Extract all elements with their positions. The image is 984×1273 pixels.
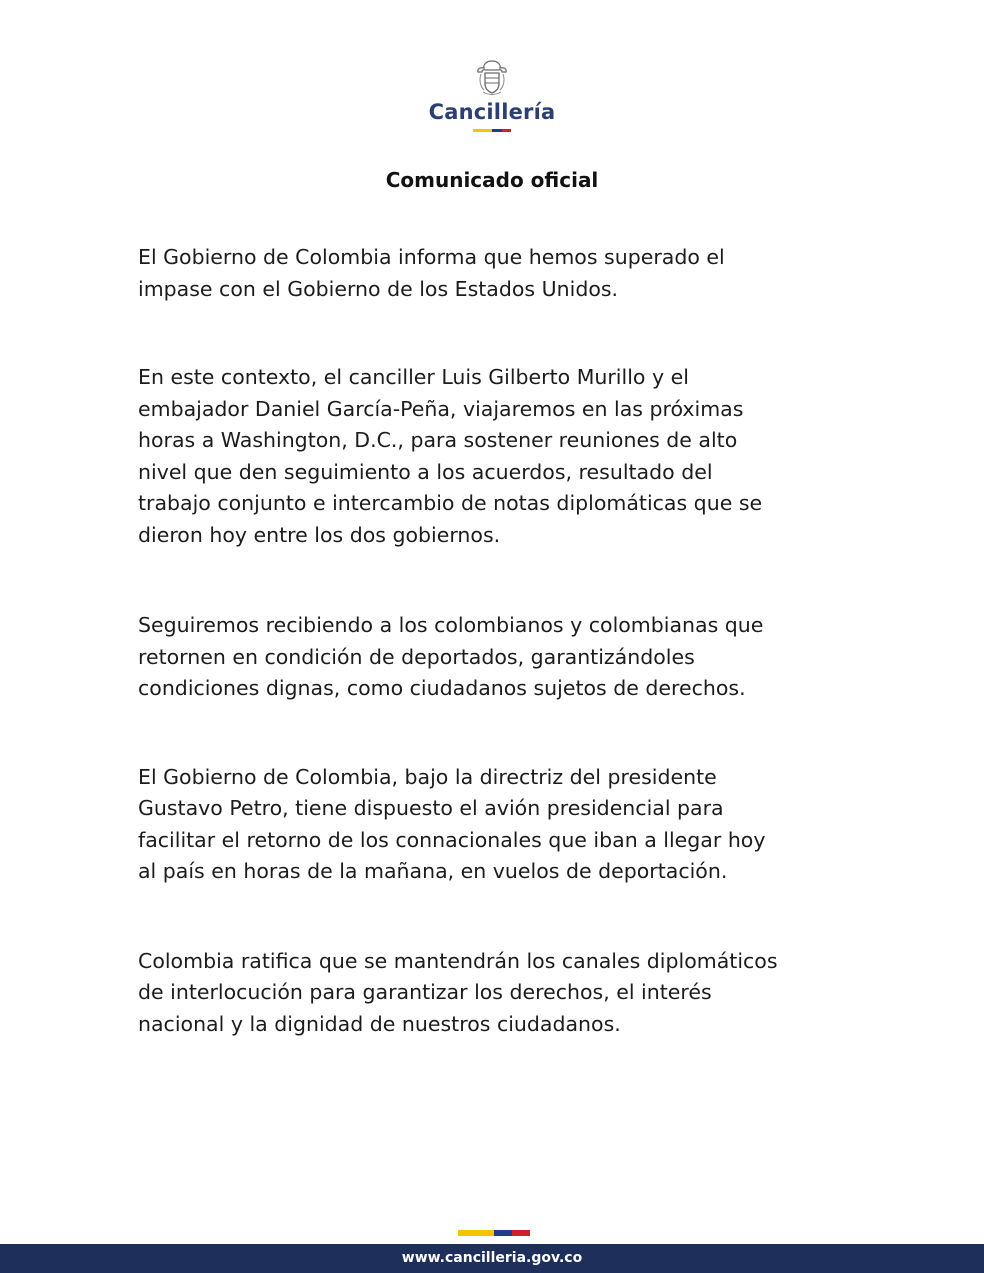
cancilleria-logo bbox=[0, 58, 984, 132]
paragraph-5: Colombia ratifica que se mantendrán los canales diplomáticos de interlocución para garantizar los derechos, el interés nacional y la dignidad de nuestros ciudadanos. bbox=[138, 948, 778, 1036]
document-body bbox=[138, 242, 858, 1040]
footer-flag-stripe bbox=[458, 1230, 530, 1236]
flag-stripe bbox=[473, 129, 511, 132]
logo-text: Cancillería bbox=[428, 100, 556, 124]
footer-flag-yellow bbox=[458, 1230, 494, 1236]
paragraph-3: Seguiremos recibiendo a los colombianos y colombianas que retornen en condición de deportados, garantizándoles condiciones dignas, como ciudadanos sujetos de derechos. bbox=[138, 613, 764, 700]
footer-flag-blue bbox=[494, 1230, 512, 1236]
footer-bar bbox=[0, 1244, 984, 1273]
document-title: Comunicado oficial bbox=[385, 168, 599, 192]
paragraph-2: En este contexto, el canciller Luis Gilberto Murillo y el embajador Daniel García-Peña, viajaremos en las próximas horas a Washington, D.C., para sostener reuniones de alto nivel que den seguimiento a los acuerdos, resultado del trabajo conjunto e intercambio de notas diplomáticas que se dieron hoy entre los dos gobiernos. bbox=[138, 365, 763, 547]
flag-yellow bbox=[473, 129, 492, 132]
paragraph-4: El Gobierno de Colombia, bajo la directriz del presidente Gustavo Petro, tiene dispuesto el avión presidencial para facilitar el retorno de los connacionales que iban a llegar hoy al país en horas de la mañana, en vuelos de deportación. bbox=[138, 764, 766, 883]
paragraph-1: El Gobierno de Colombia informa que hemos superado el impase con el Gobierno de los Estados Unidos. bbox=[138, 245, 725, 301]
footer-flag-red bbox=[512, 1230, 530, 1236]
colombia-coat-of-arms-icon bbox=[472, 58, 512, 98]
flag-red bbox=[502, 129, 512, 132]
flag-blue bbox=[492, 129, 502, 132]
footer-website-link[interactable]: www.cancilleria.gov.co bbox=[401, 1250, 583, 1266]
